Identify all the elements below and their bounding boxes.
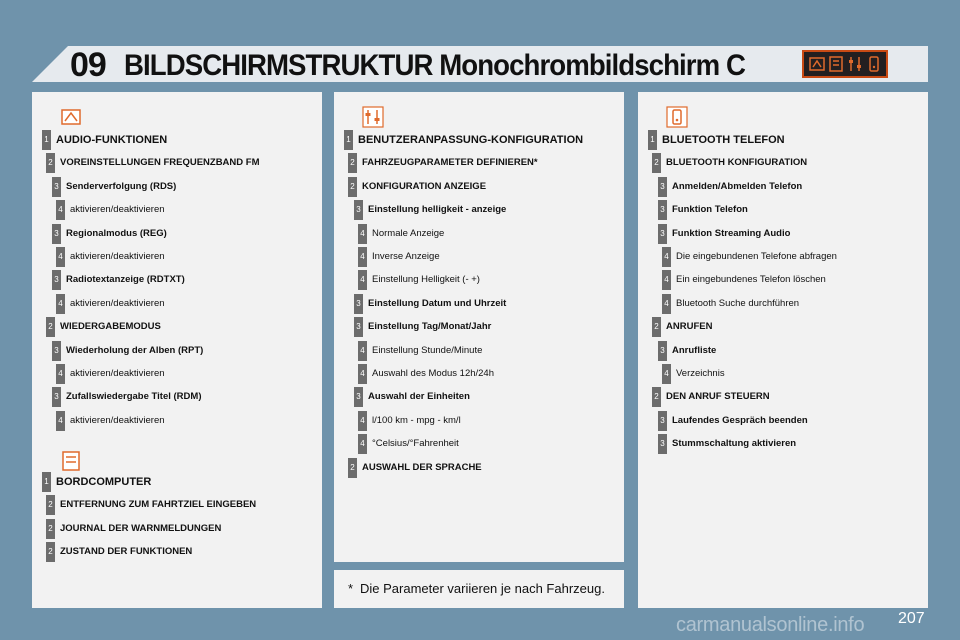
level-badge: 4 <box>358 341 367 361</box>
menu-item <box>334 177 624 197</box>
menu-item-label: Einstellung Datum und Uhrzeit <box>368 297 507 309</box>
menu-item-label: aktivieren/deaktivieren <box>70 251 165 262</box>
menu-item <box>638 270 928 290</box>
menu-item-label: Normale Anzeige <box>372 227 445 239</box>
level-badge: 3 <box>52 224 61 244</box>
phone-icon <box>666 106 688 128</box>
menu-item <box>334 341 624 361</box>
level-badge: 3 <box>354 317 363 337</box>
menu-item <box>638 364 928 384</box>
menu-item <box>334 130 624 150</box>
page-number: 207 <box>898 610 925 627</box>
menu-item <box>32 294 322 314</box>
menu-item-label: Inverse Anzeige <box>372 251 440 262</box>
menu-item <box>32 130 322 150</box>
settings-icon <box>847 55 863 73</box>
menu-item-label: Einstellung Tag/Monat/Jahr <box>368 321 492 333</box>
menu-item <box>32 317 322 337</box>
level-badge: 2 <box>46 495 55 515</box>
level-badge: 4 <box>662 247 671 267</box>
menu-item <box>638 387 928 407</box>
menu-item <box>638 130 928 150</box>
footnote-panel <box>334 570 624 608</box>
menu-item <box>32 224 322 244</box>
level-badge: 3 <box>658 177 667 197</box>
level-badge: 4 <box>56 294 65 314</box>
menu-item-label: Funktion Streaming Audio <box>672 227 791 239</box>
menu-item-label: Senderverfolgung (RDS) <box>66 180 177 192</box>
level-badge: 3 <box>354 387 363 407</box>
menu-item <box>32 411 322 431</box>
menu-item-label: ENTFERNUNG ZUM FAHRTZIEL EINGEBEN <box>60 499 257 511</box>
page-title: BILDSCHIRMSTRUKTUR Monochrombildschirm C <box>124 49 745 82</box>
menu-item-label: Zufallswiedergabe Titel (RDM) <box>66 391 202 403</box>
menu-item-label: Stummschaltung aktivieren <box>672 438 797 450</box>
menu-item <box>638 153 928 173</box>
level-badge: 4 <box>358 364 367 384</box>
menu-item-label: ZUSTAND DER FUNKTIONEN <box>60 546 193 558</box>
menu-item-label: Anmelden/Abmelden Telefon <box>672 180 803 192</box>
menu-item <box>638 224 928 244</box>
menu-item-label: Radiotextanzeige (RDTXT) <box>66 274 185 286</box>
menu-item <box>32 153 322 173</box>
menu-item-label: aktivieren/deaktivieren <box>70 204 165 216</box>
level-badge: 2 <box>46 519 55 539</box>
menu-item-label: Laufendes Gespräch beenden <box>672 414 808 426</box>
level-badge: 4 <box>662 364 671 384</box>
menu-item-label: VOREINSTELLUNGEN FREQUENZBAND FM <box>60 157 260 169</box>
menu-item <box>334 153 624 173</box>
menu-item-label: BLUETOOTH KONFIGURATION <box>666 157 808 169</box>
menu-item <box>638 341 928 361</box>
footnote-marker: * <box>348 581 354 596</box>
menu-item-label: Funktion Telefon <box>672 204 748 216</box>
menu-item-label: BENUTZERANPASSUNG-KONFIGURATION <box>358 134 584 146</box>
menu-item <box>334 294 624 314</box>
menu-item-label: Anrufliste <box>672 344 717 356</box>
menu-item <box>32 387 322 407</box>
menu-item <box>334 434 624 454</box>
level-badge: 4 <box>56 200 65 220</box>
menu-item <box>32 495 322 515</box>
level-badge: 4 <box>358 270 367 290</box>
menu-item <box>334 200 624 220</box>
menu-item-label: Wiederholung der Alben (RPT) <box>66 344 204 356</box>
menu-item-label: l/100 km - mpg - km/l <box>372 414 461 426</box>
level-badge: 2 <box>46 153 55 173</box>
menu-item-label: Verzeichnis <box>676 368 725 379</box>
level-badge: 2 <box>652 153 661 173</box>
menu-item <box>32 364 322 384</box>
level-badge: 1 <box>42 130 51 150</box>
menu-item-label: AUSWAHL DER SPRACHE <box>362 461 482 473</box>
menu-item <box>32 341 322 361</box>
menu-item <box>334 317 624 337</box>
menu-item-label: DEN ANRUF STEUERN <box>666 391 770 403</box>
level-badge: 3 <box>658 434 667 454</box>
level-badge: 4 <box>358 247 367 267</box>
menu-item <box>32 472 322 492</box>
footnote-text: Die Parameter variieren je nach Fahrzeug. <box>360 581 605 596</box>
menu-item-label: FAHRZEUGPARAMETER DEFINIEREN* <box>362 157 538 169</box>
level-badge: 2 <box>46 317 55 337</box>
bluetooth-panel <box>638 92 928 608</box>
menu-item-label: BORDCOMPUTER <box>56 476 152 488</box>
level-badge: 2 <box>46 542 55 562</box>
trip-computer-icon <box>828 55 844 73</box>
level-badge: 4 <box>56 247 65 267</box>
menu-item <box>32 270 322 290</box>
menu-item-label: WIEDERGABEMODUS <box>60 321 161 333</box>
menu-item <box>32 200 322 220</box>
menu-item <box>32 542 322 562</box>
level-badge: 3 <box>354 200 363 220</box>
menu-item-label: Einstellung Stunde/Minute <box>372 344 483 356</box>
menu-item-label: Regionalmodus (REG) <box>66 227 167 239</box>
level-badge: 3 <box>658 200 667 220</box>
settings-icon <box>362 106 384 128</box>
settings-panel <box>334 92 624 562</box>
menu-item-label: Bluetooth Suche durchführen <box>676 297 800 309</box>
level-badge: 2 <box>652 317 661 337</box>
menu-item <box>638 317 928 337</box>
level-badge: 4 <box>56 364 65 384</box>
menu-item <box>638 294 928 314</box>
menu-item <box>334 247 624 267</box>
level-badge: 1 <box>344 130 353 150</box>
level-badge: 1 <box>42 472 51 492</box>
level-badge: 4 <box>662 294 671 314</box>
level-badge: 3 <box>52 270 61 290</box>
phone-icon <box>866 55 882 73</box>
audio-panel <box>32 92 322 608</box>
menu-item-label: AUDIO-FUNKTIONEN <box>56 134 168 146</box>
header-icon-strip <box>802 50 888 78</box>
menu-item <box>334 387 624 407</box>
level-badge: 3 <box>658 224 667 244</box>
menu-item-label: ANRUFEN <box>666 321 713 333</box>
level-badge: 4 <box>358 224 367 244</box>
menu-item <box>32 519 322 539</box>
level-badge: 4 <box>358 411 367 431</box>
menu-item <box>334 411 624 431</box>
level-badge: 3 <box>658 341 667 361</box>
menu-item-label: °Celsius/°Fahrenheit <box>372 438 459 450</box>
watermark: carmanualsonline.info <box>676 614 865 636</box>
audio-icon <box>60 106 82 128</box>
menu-item-label: aktivieren/deaktivieren <box>70 414 165 426</box>
menu-item-label: JOURNAL DER WARNMELDUNGEN <box>60 522 222 534</box>
menu-item-label: aktivieren/deaktivieren <box>70 368 165 379</box>
chapter-number: 09 <box>70 46 106 84</box>
menu-item-label: Einstellung Helligkeit (- +) <box>372 274 480 286</box>
level-badge: 3 <box>52 387 61 407</box>
menu-item-label: Auswahl des Modus 12h/24h <box>372 368 494 379</box>
level-badge: 4 <box>56 411 65 431</box>
menu-item <box>32 247 322 267</box>
menu-item <box>334 270 624 290</box>
menu-item <box>32 177 322 197</box>
trip-computer-icon <box>60 450 82 472</box>
menu-item-label: Einstellung helligkeit - anzeige <box>368 204 507 216</box>
menu-item-label: Die eingebundenen Telefone abfragen <box>676 251 837 262</box>
menu-item <box>638 411 928 431</box>
menu-item-label: Auswahl der Einheiten <box>368 391 470 403</box>
menu-item <box>638 200 928 220</box>
level-badge: 3 <box>52 177 61 197</box>
menu-item <box>638 177 928 197</box>
menu-item <box>334 458 624 478</box>
audio-icon <box>809 55 825 73</box>
menu-item <box>638 247 928 267</box>
menu-item-label: aktivieren/deaktivieren <box>70 297 165 309</box>
level-badge: 2 <box>348 177 357 197</box>
level-badge: 1 <box>648 130 657 150</box>
menu-item-label: KONFIGURATION ANZEIGE <box>362 180 487 192</box>
level-badge: 2 <box>348 153 357 173</box>
menu-item <box>638 434 928 454</box>
level-badge: 3 <box>658 411 667 431</box>
level-badge: 2 <box>652 387 661 407</box>
menu-item <box>334 364 624 384</box>
menu-item-label: BLUETOOTH TELEFON <box>662 134 785 146</box>
level-badge: 2 <box>348 458 357 478</box>
menu-item <box>334 224 624 244</box>
level-badge: 3 <box>52 341 61 361</box>
level-badge: 4 <box>358 434 367 454</box>
level-badge: 3 <box>354 294 363 314</box>
level-badge: 4 <box>662 270 671 290</box>
menu-item-label: Ein eingebundenes Telefon löschen <box>676 274 826 286</box>
